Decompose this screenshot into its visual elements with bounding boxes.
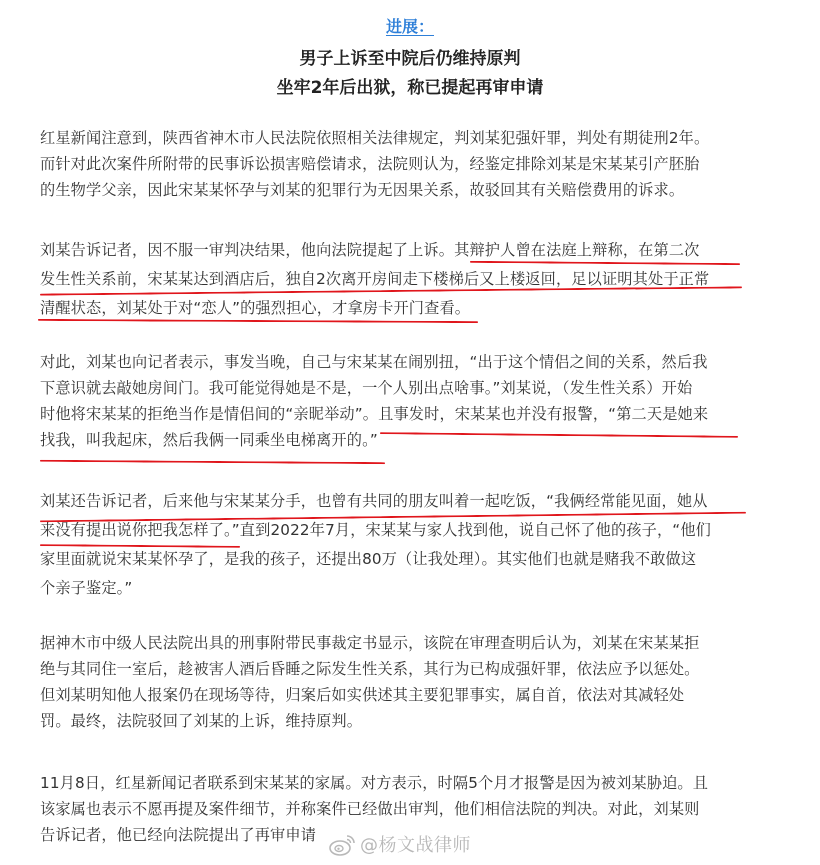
paragraph-line: 刘某告诉记者，因不服一审判决结果，他向法院提起了上诉。其辩护人曾在法庭上辩称，在第二次	[40, 241, 700, 259]
paragraph-line: 找我，叫我起床，然后我俩一同乘坐电梯离开的。”	[40, 431, 378, 449]
red-underline-annotation	[40, 460, 385, 464]
paragraph-line: 而针对此次案件所附带的民事诉讼损害赔偿请求，法院则认为，经鉴定排除刘某是宋某某引产胚胎	[40, 155, 700, 173]
article-title-line1: 男子上诉至中院后仍维持原判	[299, 49, 521, 69]
paragraph-verdict	[40, 125, 780, 203]
paragraph-line: 告诉记者，他已经向法院提出了再审申请	[40, 826, 317, 844]
section-label[interactable]: 进展：	[385, 17, 434, 36]
paragraph-line: 的生物学父亲，因此宋某某怀孕与刘某的犯罪行为无因果关系，故驳回其有关赔偿费用的诉求。	[40, 181, 685, 199]
paragraph-line: 绝与其同住一室后，趁被害人酒后昏睡之际发生性关系，其行为已构成强奸罪，依法应予以惩处。	[40, 660, 700, 678]
paragraph-line: 来没有提出说你把我怎样了。”直到2022年7月，宋某某与家人找到他，说自己怀了他的孩子，“他们	[40, 521, 711, 539]
paragraph-line: 对此，刘某也向记者表示，事发当晚，自己与宋某某在闹别扭，“出于这个情侣之间的关系，然后我	[40, 353, 708, 371]
paragraph-line: 清醒状态，刘某处于对“恋人”的强烈担心，才拿房卡开门查看。	[40, 299, 471, 317]
paragraph-line: 该家属也表示不愿再提及案件细节，并称案件已经做出审判，他们相信法院的判决。对此，刘某则	[40, 800, 700, 818]
paragraph-line: 据神木市中级人民法院出具的刑事附带民事裁定书显示，该院在审理查明后认为，刘某在宋某某拒	[40, 634, 700, 652]
paragraph-line: 个亲子鉴定。”	[40, 579, 133, 597]
weibo-icon	[328, 833, 356, 857]
paragraph-night-account	[40, 349, 780, 453]
paragraph-line: 罚。最终，法院驳回了刘某的上诉，维持原判。	[40, 712, 363, 730]
paragraph-line: 11月8日，红星新闻记者联系到宋某某的家属。对方表示，时隔5个月才报警是因为被刘某胁迫。且	[40, 774, 709, 792]
paragraph-line: 红星新闻注意到，陕西省神木市人民法院依照相关法律规定，判刘某犯强奸罪，判处有期徒刑2年。	[40, 129, 710, 147]
paragraph-ruling	[40, 630, 780, 734]
paragraph-line: 发生性关系前，宋某某达到酒店后，独自2次离开房间走下楼梯后又上楼返回，足以证明其处于正常	[40, 270, 710, 288]
paragraph-appeal	[40, 237, 780, 324]
article-title-line2: 坐牢2年后出狱，称已提起再审申请	[276, 78, 544, 98]
paragraph-line: 家里面就说宋某某怀孕了，是我的孩子，还提出80万（让我处理）。其实他们也就是赌我不敢做这	[40, 550, 697, 568]
paragraph-line: 时他将宋某某的拒绝当作是情侣间的“亲昵举动”。且事发时，宋某某也并没有报警，“第二天是她来	[40, 405, 709, 423]
paragraph-line: 下意识就去敲她房间门。我可能觉得她是不是，一个人别出点啥事。”刘某说，（发生性关系）开始	[40, 379, 693, 397]
paragraph-line: 但刘某明知他人报案仍在现场等待，归案后如实供述其主要犯罪事实，属自首，依法对其减轻处	[40, 686, 685, 704]
paragraph-line: 刘某还告诉记者，后来他与宋某某分手，也曾有共同的朋友叫着一起吃饭，“我俩经常能见面，她从	[40, 492, 708, 510]
watermark-text: @杨文战律师	[360, 835, 471, 856]
